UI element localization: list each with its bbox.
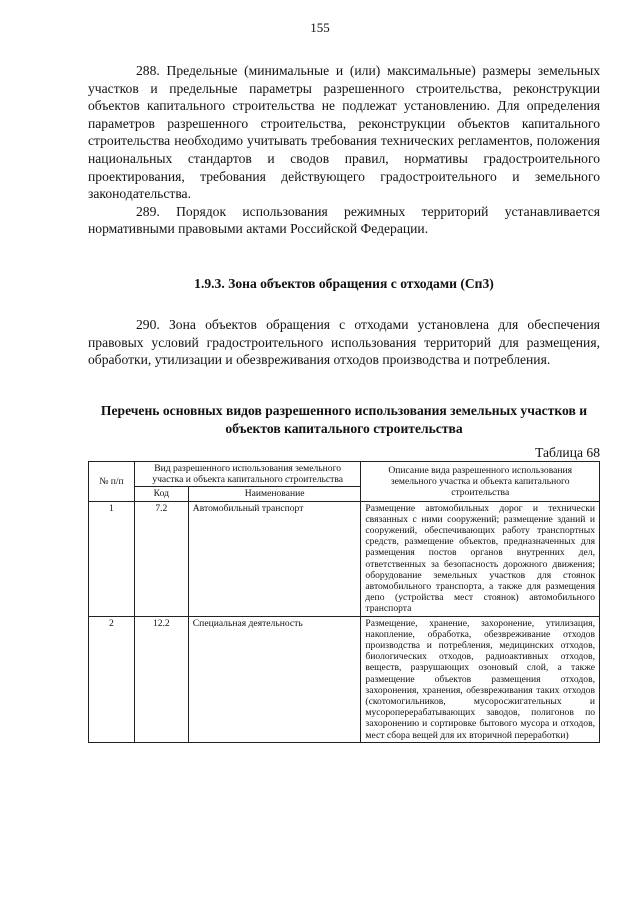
- row-name: Автомобильный транспорт: [188, 501, 361, 616]
- row-description: Размещение, хранение, захоронение, утилизация, накопление, обработка, обезвреживание отходов производства и потребления, медицинских отходов, биологических отходов, радиоактивных отходов, веществ, разрушающих озоновый слой, а также размещение объектов размещения отходов, захоронения, хранения, обезвреживания таких отходов (скотомогильников, мусоросжигательных и мусороперерабатывающих заводов, полигонов по захоронению и сортировке бытового мусора и отходов, мест сбора вещей для их вторичной переработки): [361, 616, 600, 742]
- header-num: № п/п: [89, 462, 135, 502]
- paragraph-288: 288. Предельные (минимальные и (или) максимальные) размеры земельных участков и предельные параметры разрешенного строительства, реконструкции объектов капитального строительства не подлежат установлению. Для определения параметров разрешенного строительства, реконструкции объектов капитального строительства необходимо учитывать требования технических регламентов, положения национальных стандартов и сводов правил, нормативы градостроительного проектирования, требования действующего градостроительного и земельного законодательства.: [88, 63, 600, 202]
- list-heading: Перечень основных видов разрешенного использования земельных участков и объектов капитального строительства: [100, 403, 588, 436]
- paragraph-290-block: [88, 316, 600, 369]
- table-caption: Таблица 68: [535, 445, 600, 460]
- row-name: Специальная деятельность: [188, 616, 361, 742]
- row-code: 12.2: [134, 616, 188, 742]
- table-row: [89, 616, 600, 742]
- row-description: Размещение автомобильных дорог и технически связанных с ними сооружений; размещение зданий и сооружений, обеспечивающих работу транспортных средств, размещение объектов, предназначенных для размещения постов органов внутренних дел, ответственных за безопасность дорожного движения; оборудование земельных участков для стоянок автомобильного транспорта, а также для размещения депо (устройства мест стоянок) автомобильного транспорта: [361, 501, 600, 616]
- permitted-use-table: [88, 461, 600, 743]
- header-description: Описание вида разрешенного использования земельного участка и объекта капитального строительства: [361, 462, 600, 502]
- row-num: 2: [89, 616, 135, 742]
- table-row: [89, 501, 600, 616]
- row-code: 7.2: [134, 501, 188, 616]
- paragraph-289: 289. Порядок использования режимных территорий устанавливается нормативными правовыми актами Российской Федерации.: [88, 203, 600, 237]
- table-header-row: [89, 462, 600, 487]
- row-num: 1: [89, 501, 135, 616]
- header-use-type: Вид разрешенного использования земельного участка и объекта капитального строительства: [134, 462, 361, 487]
- paragraph-290: 290. Зона объектов обращения с отходами установлена для обеспечения правовых условий градостроительного использования территорий для размещения, обработки, утилизации и обезвреживания отходов производства и потребления.: [88, 317, 600, 368]
- page-number: 155: [310, 20, 330, 35]
- header-code: Код: [134, 487, 188, 501]
- paragraphs-288-289: [88, 62, 600, 238]
- section-heading: 1.9.3. Зона объектов обращения с отходами (Сп3): [194, 276, 494, 291]
- header-name: Наименование: [188, 487, 361, 501]
